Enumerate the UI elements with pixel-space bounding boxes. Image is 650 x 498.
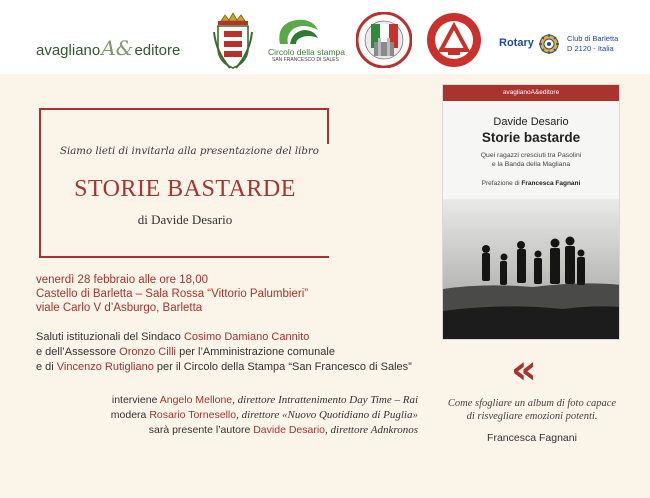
rotary-label: Rotary (499, 37, 534, 49)
frame-right-border (327, 108, 329, 144)
publisher-name-right: editore (134, 42, 181, 59)
quote-line-1: Come sfogliare un album di foto capace (447, 398, 617, 409)
event-date: venerdì 28 febbraio alle ore 18,00 (36, 274, 208, 286)
speaker-1-name: Angelo Mellone (159, 394, 233, 406)
speaker-1-prefix: interviene (111, 394, 160, 406)
cover-preface-label: Prefazione di (481, 180, 522, 187)
circolo-name: Circolo della stampa (268, 47, 346, 57)
cover-title: Storie bastarde (481, 130, 581, 145)
speaker-1-role: , direttore Intrattenimento Day Time – Rai (232, 394, 418, 406)
cover-publisher: avaglianoA&editore (443, 85, 619, 101)
publisher-logo (36, 36, 180, 60)
greeting-line-1 (36, 331, 309, 343)
speaker-3-prefix: sarà presente l’autore (148, 424, 254, 436)
cover-subtitle-line-2: e la Banda della Magliana (491, 160, 571, 168)
event-address: viale Carlo V d’Asburgo, Barletta (36, 302, 203, 314)
coat-of-arms-icon (212, 12, 254, 70)
book-cover (442, 84, 620, 340)
speaker-2-prefix: modera (110, 409, 150, 421)
quote-author: Francesca Fagnani (487, 432, 577, 444)
speaker-3-role: , direttore Adnkronos (325, 424, 418, 436)
circolo-subtitle: SAN FRANCESCO DI SALES (272, 57, 339, 63)
speaker-2-role: , direttore «Nuovo Quotidiano di Puglia» (236, 409, 418, 421)
greeting-line-2-post: per l’Amministrazione comunale (176, 346, 335, 358)
speaker-line-2 (111, 409, 418, 421)
speaker-3-name: Davide Desario (253, 424, 326, 436)
invitation-intro: Siamo lieti di invitarla alla presentazione del libro (60, 146, 319, 157)
cover-preface-name: Francesca Fagnani (521, 180, 581, 187)
cover-author: Davide Desario (493, 116, 569, 128)
event-venue: Castello di Barletta – Sala Rossa “Vittorio Palumbieri” (36, 288, 309, 300)
rotary-club (567, 34, 618, 54)
cover-subtitle (443, 152, 619, 169)
rotary-wheel-icon (538, 33, 560, 55)
cover-photo-silhouettes (443, 199, 620, 340)
quote-line-2: di risvegliare emozioni potenti. (466, 411, 598, 422)
rotary-club-line1: Club di Barletta (567, 34, 619, 43)
book-author: di Davide Desario (137, 212, 233, 227)
greeting-mayor-name: Cosimo Damiano Cannito (183, 331, 310, 343)
greeting-assessor-name: Oronzo Cilli (119, 346, 177, 358)
greeting-line-2 (36, 346, 335, 358)
cover-subtitle-line-1: Quei ragazzi cresciuti tra Pasolini (480, 152, 582, 159)
quote-mark: « (511, 347, 537, 393)
speaker-line-1 (112, 394, 418, 406)
speaker-line-3 (149, 424, 418, 436)
greeting-line-3-text: e di (36, 361, 57, 373)
frame-bottom-border (39, 256, 329, 258)
speaker-2-name: Rosario Tornesello (149, 409, 237, 421)
publisher-mark: A& (101, 36, 134, 60)
archeoclub-ditalia-icon (426, 12, 482, 68)
book-title: STORIE BASTARDE (74, 176, 296, 202)
greeting-line-1-text: Saluti istituzionali del Sindaco (36, 331, 184, 343)
rotary-club-line2: D 2120 - Italia (567, 44, 614, 53)
greeting-line-2-text: e dell’Assessore (36, 346, 120, 358)
cover-preface (443, 180, 619, 187)
greeting-circolo-name: Vincenzo Rutigliano (56, 361, 154, 373)
greeting-line-3-post: per il Circolo della Stampa “San Francesco di Sales” (153, 361, 412, 373)
circolo-della-stampa-icon (272, 14, 324, 48)
frame-top-border (39, 108, 329, 110)
greeting-line-3 (36, 361, 412, 373)
quote-text (434, 397, 630, 423)
comitato-pro-canne-icon (356, 12, 412, 68)
publisher-name-left: avagliano (36, 42, 101, 59)
